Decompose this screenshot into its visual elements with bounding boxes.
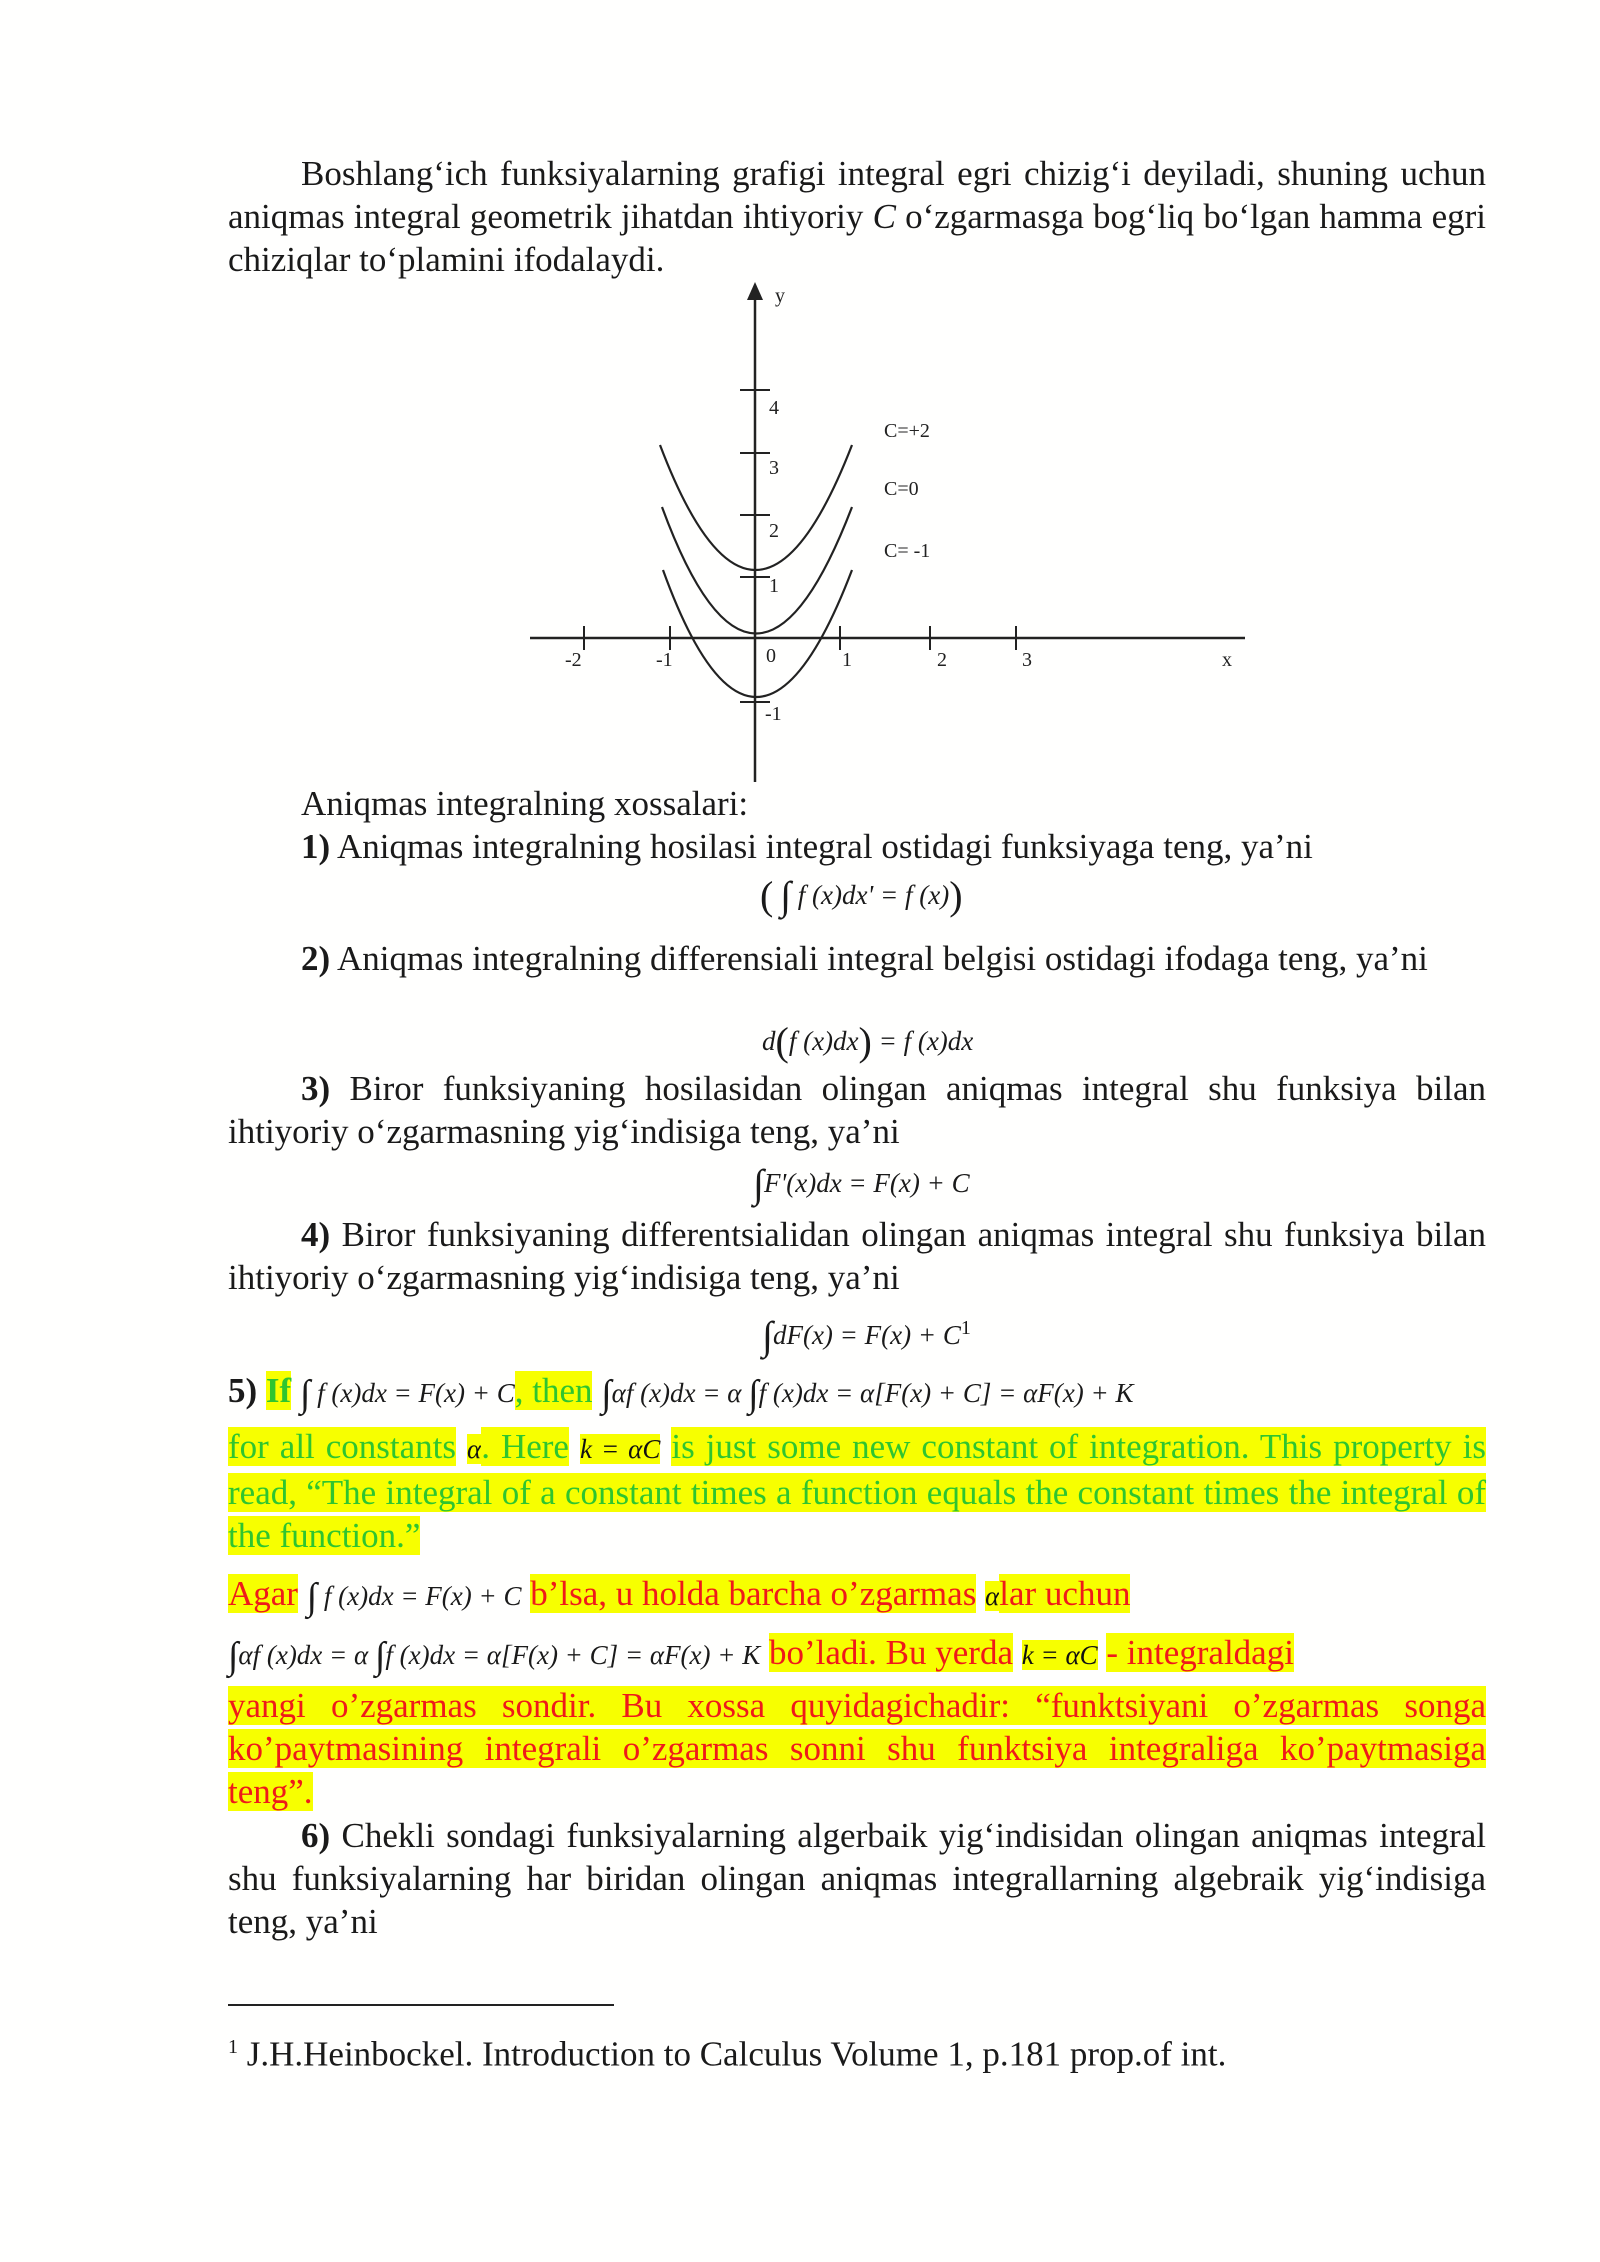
curve-label: C=0: [884, 478, 919, 500]
intro-paragraph: [228, 152, 1486, 281]
property-number: 4): [301, 1215, 331, 1254]
here-text: . Here: [481, 1427, 569, 1466]
x-tick-label: 1: [842, 649, 852, 671]
property-6: [228, 1814, 1486, 1943]
property-5-uz-line-2: [228, 1631, 1294, 1678]
property-1-text: Aniqmas integralning hosilasi integral ostidagi funksiyaga teng, ya’ni: [330, 827, 1313, 866]
y-tick-label: 4: [769, 397, 779, 419]
boladi-text: bo’ladi. Bu yerda: [769, 1633, 1013, 1672]
formula-part: f (x)dx = α[F(x) + C] = αF(x) + K: [385, 1640, 761, 1670]
property-2: [228, 937, 1486, 980]
formula-5-en-1-body: f (x)dx = F(x) + C: [310, 1378, 515, 1408]
lar-uchun-text: lar uchun: [999, 1574, 1131, 1613]
property-number: 5): [228, 1371, 258, 1410]
curve-label: C= -1: [884, 540, 931, 562]
formula-4: [762, 1311, 971, 1358]
property-5-uz-text: yangi o’zgarmas sondir. Bu xossa quyidagichadir: “funktsiyani o’zgarmas songa ko’paytmasining integrali o’zgarmas sonni shu funktsiya integraliga ko’paytmasiga teng”.: [228, 1686, 1486, 1811]
formula-2-rest: = f (x)dx: [871, 1026, 974, 1056]
integral-sign: ∫: [306, 1576, 318, 1618]
formula-2: [762, 1019, 974, 1064]
footnote-separator: [228, 2004, 614, 2006]
integraldagi-text: - integraldagi: [1106, 1633, 1294, 1672]
intro-text-a: Boshlang‘ich funksiyalarning grafigi integral egri chizig‘i deyiladi, shuning uchun aniqmas integral geometrik jihatdan ihtiyoriy: [228, 154, 1486, 236]
formula-5-uz-2: [228, 1635, 761, 1677]
x-tick-label: -2: [565, 649, 582, 671]
curve-label: C=+2: [884, 420, 930, 442]
formula-5-uz-1: [306, 1576, 522, 1618]
property-5-uz-line-1: [228, 1572, 1130, 1619]
integral-sign: ∫: [762, 1313, 773, 1358]
y-tick-label: 3: [769, 457, 779, 479]
for-all-text: for all constants: [228, 1427, 457, 1466]
formula-d: d: [762, 1026, 776, 1056]
property-4-text: Biror funksiyaning differentsialidan olingan aniqmas integral shu funksiya bilan ihtiyoriy o‘zgarmasning yig‘indisiga teng, ya’ni: [228, 1215, 1486, 1297]
property-5-uz-paragraph: [228, 1684, 1486, 1813]
x-tick-label: 2: [937, 649, 947, 671]
property-number: 3): [301, 1069, 331, 1108]
alpha-symbol: α: [985, 1581, 1000, 1611]
formula-5-uz-1-body: f (x)dx = F(x) + C: [317, 1581, 522, 1611]
x-tick-label: 3: [1022, 649, 1032, 671]
alpha-symbol: α: [467, 1434, 482, 1464]
property-number: 6): [301, 1816, 331, 1855]
property-4: [228, 1213, 1486, 1299]
formula-part: αf (x)dx = α: [238, 1640, 375, 1670]
footnote: [228, 2026, 1226, 2076]
formula-4-body: dF(x) = F(x) + C: [772, 1320, 961, 1350]
formula-3: [753, 1161, 970, 1206]
formula-5-en-2: [601, 1373, 1134, 1415]
intro-text-b: o‘zgarmasga bog‘liq bo‘lgan hamma egri chiziqlar to‘plamini ifodalaydi.: [228, 197, 1486, 279]
formula-3-body: F'(x)dx = F(x) + C: [763, 1168, 970, 1198]
property-3-text: Biror funksiyaning hosilasidan olingan aniqmas integral shu funksiya bilan ihtiyoriy o‘zgarmasning yig‘indisiga teng, ya’ni: [228, 1069, 1486, 1151]
integral-sign: ∫: [374, 1635, 386, 1677]
bolsa-text: b’lsa, u holda barcha o’zgarmas: [530, 1574, 977, 1613]
footnote-marker: 1: [228, 2036, 238, 2058]
y-tick-label: 1: [769, 575, 779, 597]
formula-2-body: f (x)dx: [788, 1026, 859, 1056]
property-5-en-paragraph: [228, 1425, 1486, 1557]
k-equation: k = αC: [579, 1434, 661, 1464]
paren-close: ): [949, 873, 963, 918]
origin-label: 0: [766, 645, 776, 667]
then-word: , then: [514, 1371, 593, 1410]
property-2-text: Aniqmas integralning differensiali integral belgisi ostidagi ifodaga teng, ya’ni: [330, 939, 1428, 978]
x-tick-label: -1: [656, 649, 673, 671]
property-number: 1): [301, 827, 331, 866]
integral-curves-figure: [530, 282, 1250, 792]
y-tick-label: 2: [769, 520, 779, 542]
property-3: [228, 1067, 1486, 1153]
integral-sign: ∫: [753, 1161, 764, 1206]
y-axis-arrow: [747, 282, 763, 300]
properties-heading: Aniqmas integralning xossalari:: [301, 784, 749, 823]
property-5-en-text: is just some new constant of integration. This property is read, “The integral of a constant times a function equals the constant times the integral of the function.”: [228, 1427, 1487, 1555]
formula-1-body: f (x)dx' = f (x): [791, 880, 950, 910]
paren-open: (: [760, 873, 774, 918]
footnote-reference[interactable]: 1: [960, 1317, 971, 1339]
property-6-text: Chekli sondagi funksiyalarning algerbaik yig‘indisidan olingan aniqmas integral shu funksiyalarning har biridan olingan aniqmas integrallarning algebraik yig‘indisiga teng, ya’ni: [228, 1816, 1486, 1941]
footnote-text: J.H.Heinbockel. Introduction to Calculus Volume 1, p.181 prop.of int.: [238, 2034, 1227, 2074]
paren-close: ): [858, 1019, 872, 1064]
formula-5-en-1: [299, 1373, 515, 1415]
integral-sign: ∫: [299, 1373, 311, 1415]
k-equation: k = αC: [1021, 1640, 1098, 1670]
y-axis-label: y: [775, 285, 785, 307]
formula-part: f (x)dx = α[F(x) + C] = αF(x) + K: [758, 1378, 1134, 1408]
paren-open: (: [775, 1019, 789, 1064]
y-tick-label: -1: [765, 703, 782, 725]
property-number: 2): [301, 939, 331, 978]
integral-sign: ∫: [748, 1373, 759, 1415]
integral-sign: ∫: [228, 1635, 239, 1677]
agar-word: Agar: [228, 1574, 298, 1613]
if-word: If: [265, 1371, 292, 1410]
formula-1: [760, 873, 963, 918]
x-axis-label: x: [1222, 649, 1232, 671]
formula-part: αf (x)dx = α: [611, 1378, 749, 1408]
property-5-en-line: [228, 1369, 1134, 1416]
integral-sign: ∫: [601, 1373, 612, 1415]
property-1: [228, 825, 1486, 868]
integral-sign: ∫: [780, 873, 792, 918]
constant-c: C: [872, 197, 896, 236]
